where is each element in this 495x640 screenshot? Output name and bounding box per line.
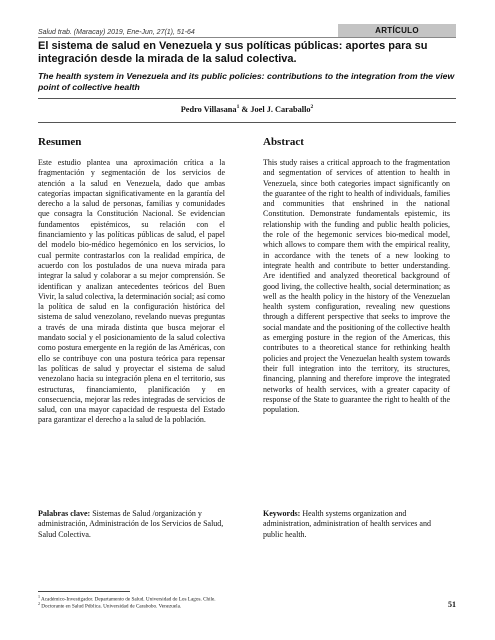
abstract-body: This study raises a critical approach to the fragmentation and segmentation of services of attention to health in Venezuela, since both categories impact significantly on the guarantee of the right to health of individuals, families and communities that enshrined in the national Constitution. Demonstrate fundamentals epistemic, its relationship with the funding and public health policies, the role of the hegemonic services bio-medical model, which allows to compare them with the empirical reality, in accordance with the tenets of a new looking to integrate health and contribute to better understanding. Are identified and analyzed theoretical background of good living, the collective health, social determination; as well as the health policy in the history of the Venezuelan health system configuration, revealing new questions through a different perspective that seeks to improve the social mandate and the positioning of the collective health as emerging posture in the region of the Americas, this contributes to a theoretical stance for rethinking health policies and project the Venezuelan health system towards their full integration into the territory, its structures, financing, planning and therefore improve the integrated networks of health services, with a greater capacity of response of the State to guarantee the right to health of the population. [263,158,450,415]
footnote-text: Doctorante en Salud Pública. Universidad de Carabobo. Venezuela. [40,603,182,610]
author-name: Pedro Villasana [180,104,237,114]
footnote-mark: 2 [38,601,40,606]
keywords-label: Palabras clave: [38,509,91,518]
author-name: Joel J. Caraballo [250,104,311,114]
footnote-divider [38,591,130,592]
resumen-body: Este estudio plantea una aproximación crítica a la fragmentación y segmentación de los servicios de atención a la salud en Venezuela, dado que ambas categorías impactan significativamente en la garantía del derecho a la salud de personas, familias y comunidades que consagra la Constitución Nacional. Se evidencian fundamentos epistémicos, su relación con el financiamiento y las políticas públicas de salud, el papel del modelo bio-médico hegemónico en los servicios, lo cual permite contrastarlos con la realidad empírica, de acuerdo con los postulados de una nueva mirada para integrar la salud y colaborar a su mejor comprensión. Se identifican y analizan antecedentes teóricos del Buen Vivir, la salud colectiva, la determinación social; así como la política de salud en la configuración histórica del sistema de salud venezolano, revelando nuevas preguntas a través de una mirada distinta que busca mejorar el mandato social y el posicionamiento de la salud colectiva como postura emergente en la región de las Américas, con ello se contribuye con una postura teórica para repensar las políticas de salud y proyectar el sistema de salud venezolano hacia su integración plena en el territorio, sus estructuras, financiamiento, planificación y en consecuencia, mejorar las redes integradas de servicios de salud, con una mayor capacidad de respuesta del Estado para garantizar el derecho a la salud de la población. [38,158,225,425]
header-divider [38,37,456,38]
article-title-english: The health system in Venezuela and its public policies: contributions to the integration from the view point of collective health [38,71,455,92]
abstract-keywords [263,509,450,540]
authors-top-divider [38,98,456,99]
abstract-heading: Abstract [263,136,304,148]
footnote-text: Académico-Investigador. Departamento de Salud. Universidad de Los Lagos. Chile. [40,596,216,603]
journal-citation: Salud trab. (Maracay) 2019, Ene-Jun, 27(1), 51-64 [38,29,195,36]
authors-bottom-divider [38,122,456,123]
article-title-spanish: El sistema de salud en Venezuela y sus políticas públicas: aportes para su integración desde la mirada de la salud colectiva. [38,40,428,65]
author-line [38,104,456,114]
keywords-text: Health systems organization and administration, administration of health services and public health. [263,509,431,539]
author-separator: & [239,104,251,114]
author-affiliation-mark: 2 [310,104,314,110]
page-number: 51 [448,600,456,609]
section-badge: ARTÍCULO [338,24,456,37]
keywords-label: Keywords: [263,509,301,518]
footnote [38,601,181,610]
resumen-heading: Resumen [38,136,82,148]
footnote-mark: 1 [38,594,40,599]
resumen-keywords [38,509,225,540]
keywords-text: Sistemas de Salud /organización y administración, Administración de los Servicios de Salud, Salud Colectiva. [38,509,224,539]
author-affiliation-mark: 1 [236,104,240,110]
